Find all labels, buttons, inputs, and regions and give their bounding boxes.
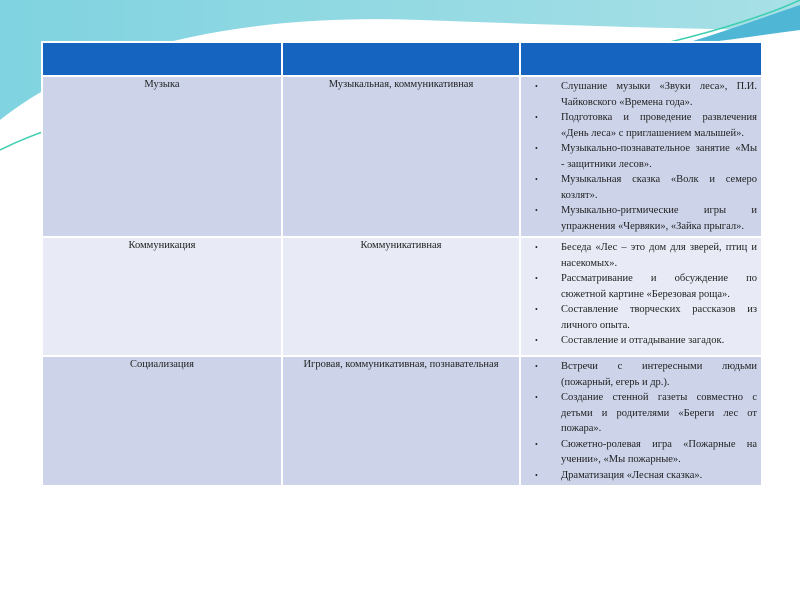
table-row (42, 76, 762, 237)
list-item: • Составление и отгадывание загадок. (525, 333, 757, 349)
area-cell: Социализация (42, 356, 282, 486)
list-item: • Сюжетно-ролевая игра «Пожарные на учении», «Мы пожарные». (525, 437, 757, 468)
list-item: • Музыкально-познавательное занятие «Мы - защитники лесов». (525, 141, 757, 172)
list-item: • Музыкальная сказка «Волк и семеро козлят». (525, 172, 757, 203)
list-item: • Составление творческих рассказов из личного опыта. (525, 302, 757, 333)
activity-cell: Коммуникативная (282, 237, 520, 356)
activity-cell: Музыкальная, коммуникативная (282, 76, 520, 237)
list-item: • Музыкально-ритмические игры и упражнения «Червяки», «Зайка прыгал». (525, 203, 757, 234)
list-item: • Создание стенной газеты совместно с детьми и родителями «Береги лес от пожара». (525, 390, 757, 437)
header-row (42, 42, 762, 76)
list-item: • Встречи с интересными людьми (пожарный, егерь и др.). (525, 359, 757, 390)
header-cell (42, 42, 282, 76)
header-cell (520, 42, 762, 76)
list-item: • Драматизация «Лесная сказка». (525, 468, 757, 484)
items-cell (520, 76, 762, 237)
activity-cell: Игровая, коммуникативная, познавательная (282, 356, 520, 486)
items-cell (520, 237, 762, 356)
area-cell: Коммуникация (42, 237, 282, 356)
list-item: • Слушание музыки «Звуки леса», П.И. Чайковского «Времена года». (525, 79, 757, 110)
table-row (42, 356, 762, 486)
list-item: • Подготовка и проведение развлечения «День леса» с приглашением малышей». (525, 110, 757, 141)
activities-table (41, 41, 763, 487)
table-row (42, 237, 762, 356)
items-cell (520, 356, 762, 486)
list-item: • Рассматривание и обсуждение по сюжетной картине «Березовая роща». (525, 271, 757, 302)
header-cell (282, 42, 520, 76)
list-item: • Беседа «Лес – это дом для зверей, птиц и насекомых». (525, 240, 757, 271)
area-cell: Музыка (42, 76, 282, 237)
